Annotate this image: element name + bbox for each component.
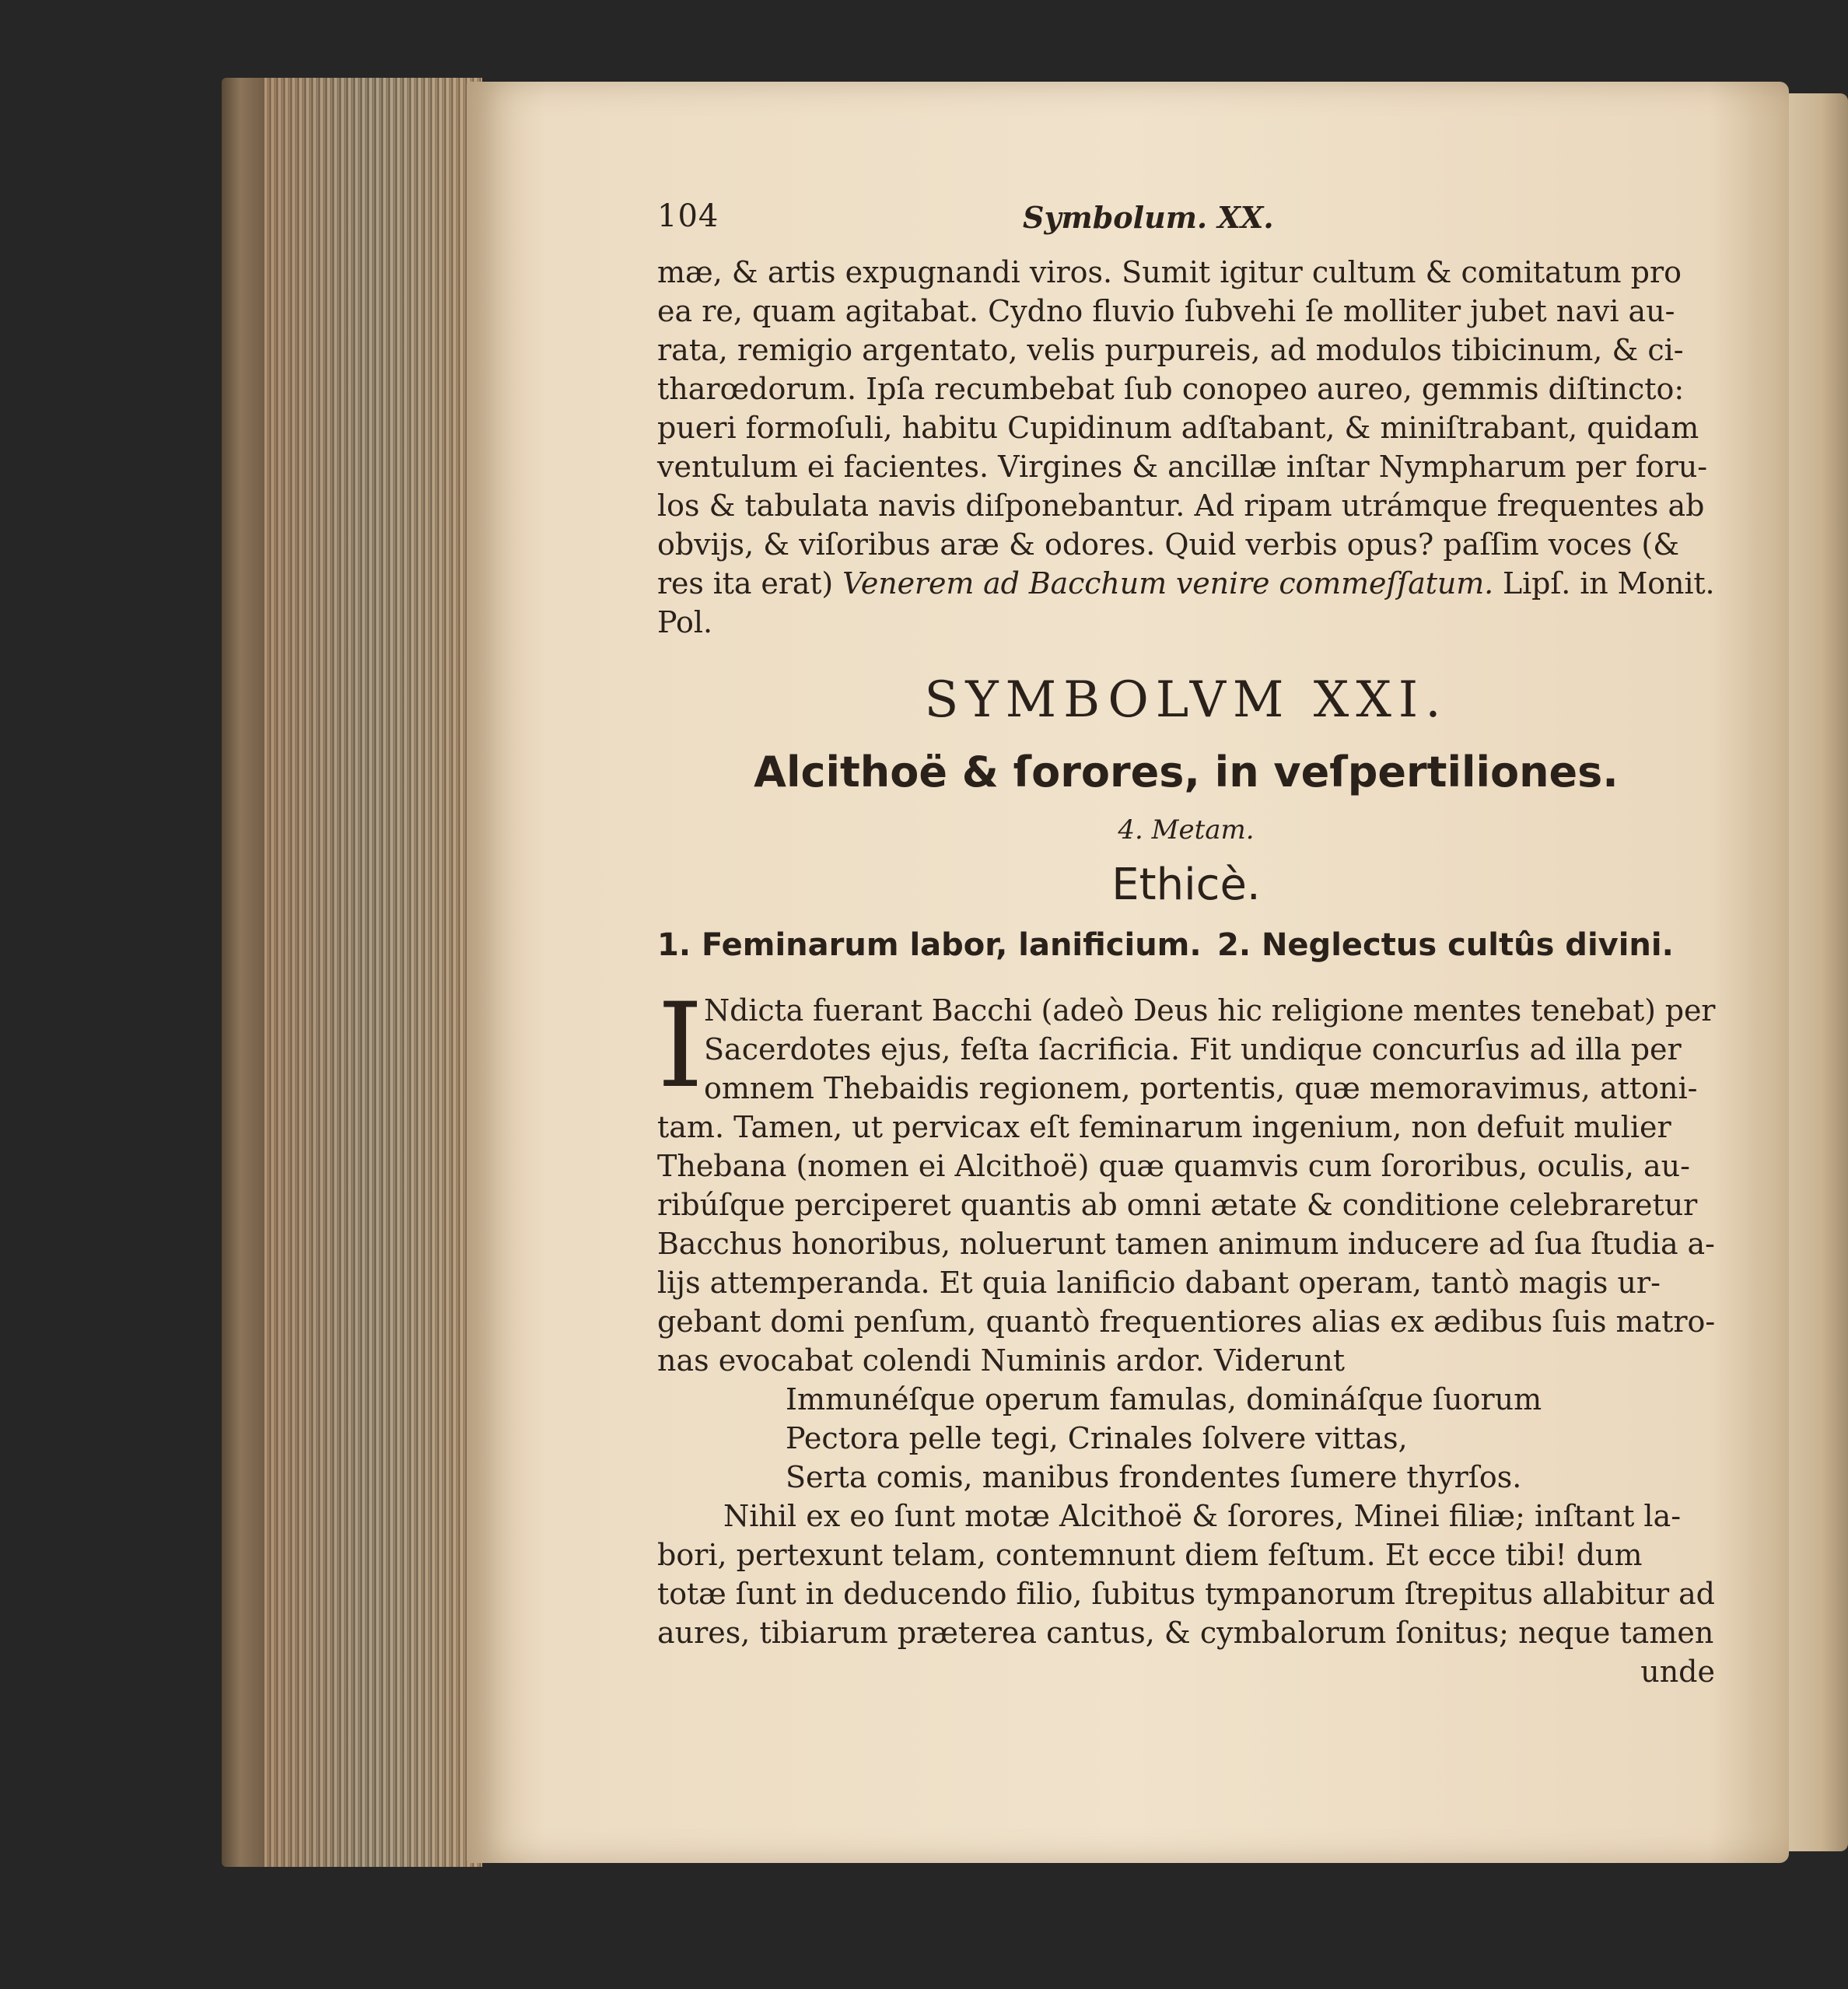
- text-line: pueri formoſuli, habitu Cupidinum adſtabant, & miniſtrabant, quidam: [657, 411, 1699, 445]
- verse-line: Pectora pelle tegi, Crinales ſolvere vittas,: [786, 1421, 1408, 1455]
- text-line: bori, pertexunt telam, contemnunt diem feſtum. Et ecce tibi! dum: [657, 1538, 1643, 1572]
- text-line: mæ, & artis expugnandi viros. Sumit igitur cultum & comitatum pro: [657, 255, 1682, 289]
- section-heading: SYMBOLVM XXI.: [924, 671, 1448, 729]
- text-line: Pol.: [657, 605, 713, 639]
- page-header: [657, 198, 1715, 253]
- text-line: Sacerdotes ejus, feſta ſacrificia. Fit undique concurſus ad illa per: [704, 1032, 1682, 1066]
- continuation-text: [657, 253, 1715, 642]
- verse-line: Serta comis, manibus frondentes ſumere thyrſos.: [786, 1460, 1522, 1494]
- catchword: unde: [1640, 1655, 1715, 1689]
- text-line: lijs attemperanda. Et quia lanificio dabant operam, tantò magis ur-: [657, 1266, 1661, 1300]
- topic-item: 1. Feminarum labor, lanificium.: [657, 927, 1202, 963]
- paragraph: [657, 979, 1716, 1380]
- topic-item: 2. Neglectus cultûs divini.: [1217, 927, 1674, 963]
- page-block-shade: [264, 78, 482, 1867]
- source-reference: 4. Metam.: [1118, 814, 1255, 846]
- topic-list: [657, 927, 1715, 974]
- text-segment: res ita erat): [657, 566, 843, 601]
- page-number: 104: [657, 198, 719, 234]
- section-subject: Alcithoë & ſorores, in veſpertiliones.: [754, 748, 1619, 797]
- page-content: [657, 198, 1715, 1691]
- verse-line: Immunéſque operum famulas, domináſque ſuorum: [786, 1382, 1542, 1416]
- text-line: ea re, quam agitabat. Cydno fluvio ſubvehi ſe molliter jubet navi au-: [657, 294, 1675, 328]
- text-line: obvijs, & viſoribus aræ & odores. Quid verbis opus? paſſim voces (&: [657, 527, 1680, 562]
- text-line: tharœdorum. Ipſa recumbebat ſub conopeo aureo, gemmis diſtincto:: [657, 372, 1685, 406]
- text-line: aures, tibiarum præterea cantus, & cymbalorum ſonitus; neque tamen: [657, 1616, 1714, 1650]
- text-line: ribúſque perciperet quantis ab omni ætate & conditione celebraretur: [657, 1188, 1698, 1222]
- text-line: Nihil ex eo ſunt motæ Alcithoë & ſorores, Minei filiæ; inſtant la-: [723, 1499, 1682, 1533]
- next-page-edge: [1781, 93, 1848, 1851]
- text-line: ventulum ei facientes. Virgines & ancillæ inſtar Nympharum per foru-: [657, 450, 1708, 484]
- paragraph: [657, 1497, 1715, 1691]
- text-line: nas evocabat colendi Numinis ardor. Viderunt: [657, 1343, 1346, 1378]
- text-line: [657, 564, 1715, 603]
- text-line: gebant domi penſum, quantò frequentiores alias ex ædibus ſuis matro-: [657, 1304, 1716, 1339]
- text-line: Thebana (nomen ei Alcithoë) quæ quamvis cum ſororibus, oculis, au-: [657, 1149, 1690, 1183]
- text-line: Ndicta fuerant Bacchi (adeò Deus hic religione mentes tenebat) per: [704, 993, 1716, 1028]
- text-line: omnem Thebaidis regionem, portentis, quæ memoravimus, attoni-: [704, 1071, 1698, 1105]
- text-line: Bacchus honoribus, noluerunt tamen animum inducere ad ſua ſtudia a-: [657, 1227, 1715, 1261]
- drop-cap: I: [657, 979, 704, 1114]
- running-title: Symbolum. XX.: [1023, 200, 1274, 235]
- verse-quotation: [657, 1380, 1715, 1497]
- text-line: tam. Tamen, ut pervicax eſt feminarum ingenium, non defuit mulier: [657, 1110, 1671, 1144]
- text-line: rata, remigio argentato, velis purpureis, ad modulos tibicinum, & ci-: [657, 333, 1684, 367]
- citation: Lipſ. in Monit.: [1493, 566, 1715, 601]
- book-cover: [222, 78, 268, 1867]
- subsection-heading: Ethicè.: [1111, 860, 1261, 910]
- text-line: totæ ſunt in deducendo filio, ſubitus tympanorum ſtrepitus allabitur ad: [657, 1577, 1715, 1611]
- text-line: los & tabulata navis diſponebantur. Ad ripam utrámque frequentes ab: [657, 488, 1705, 523]
- quotation-italic: Venerem ad Bacchum venire commeſſatum.: [842, 566, 1494, 601]
